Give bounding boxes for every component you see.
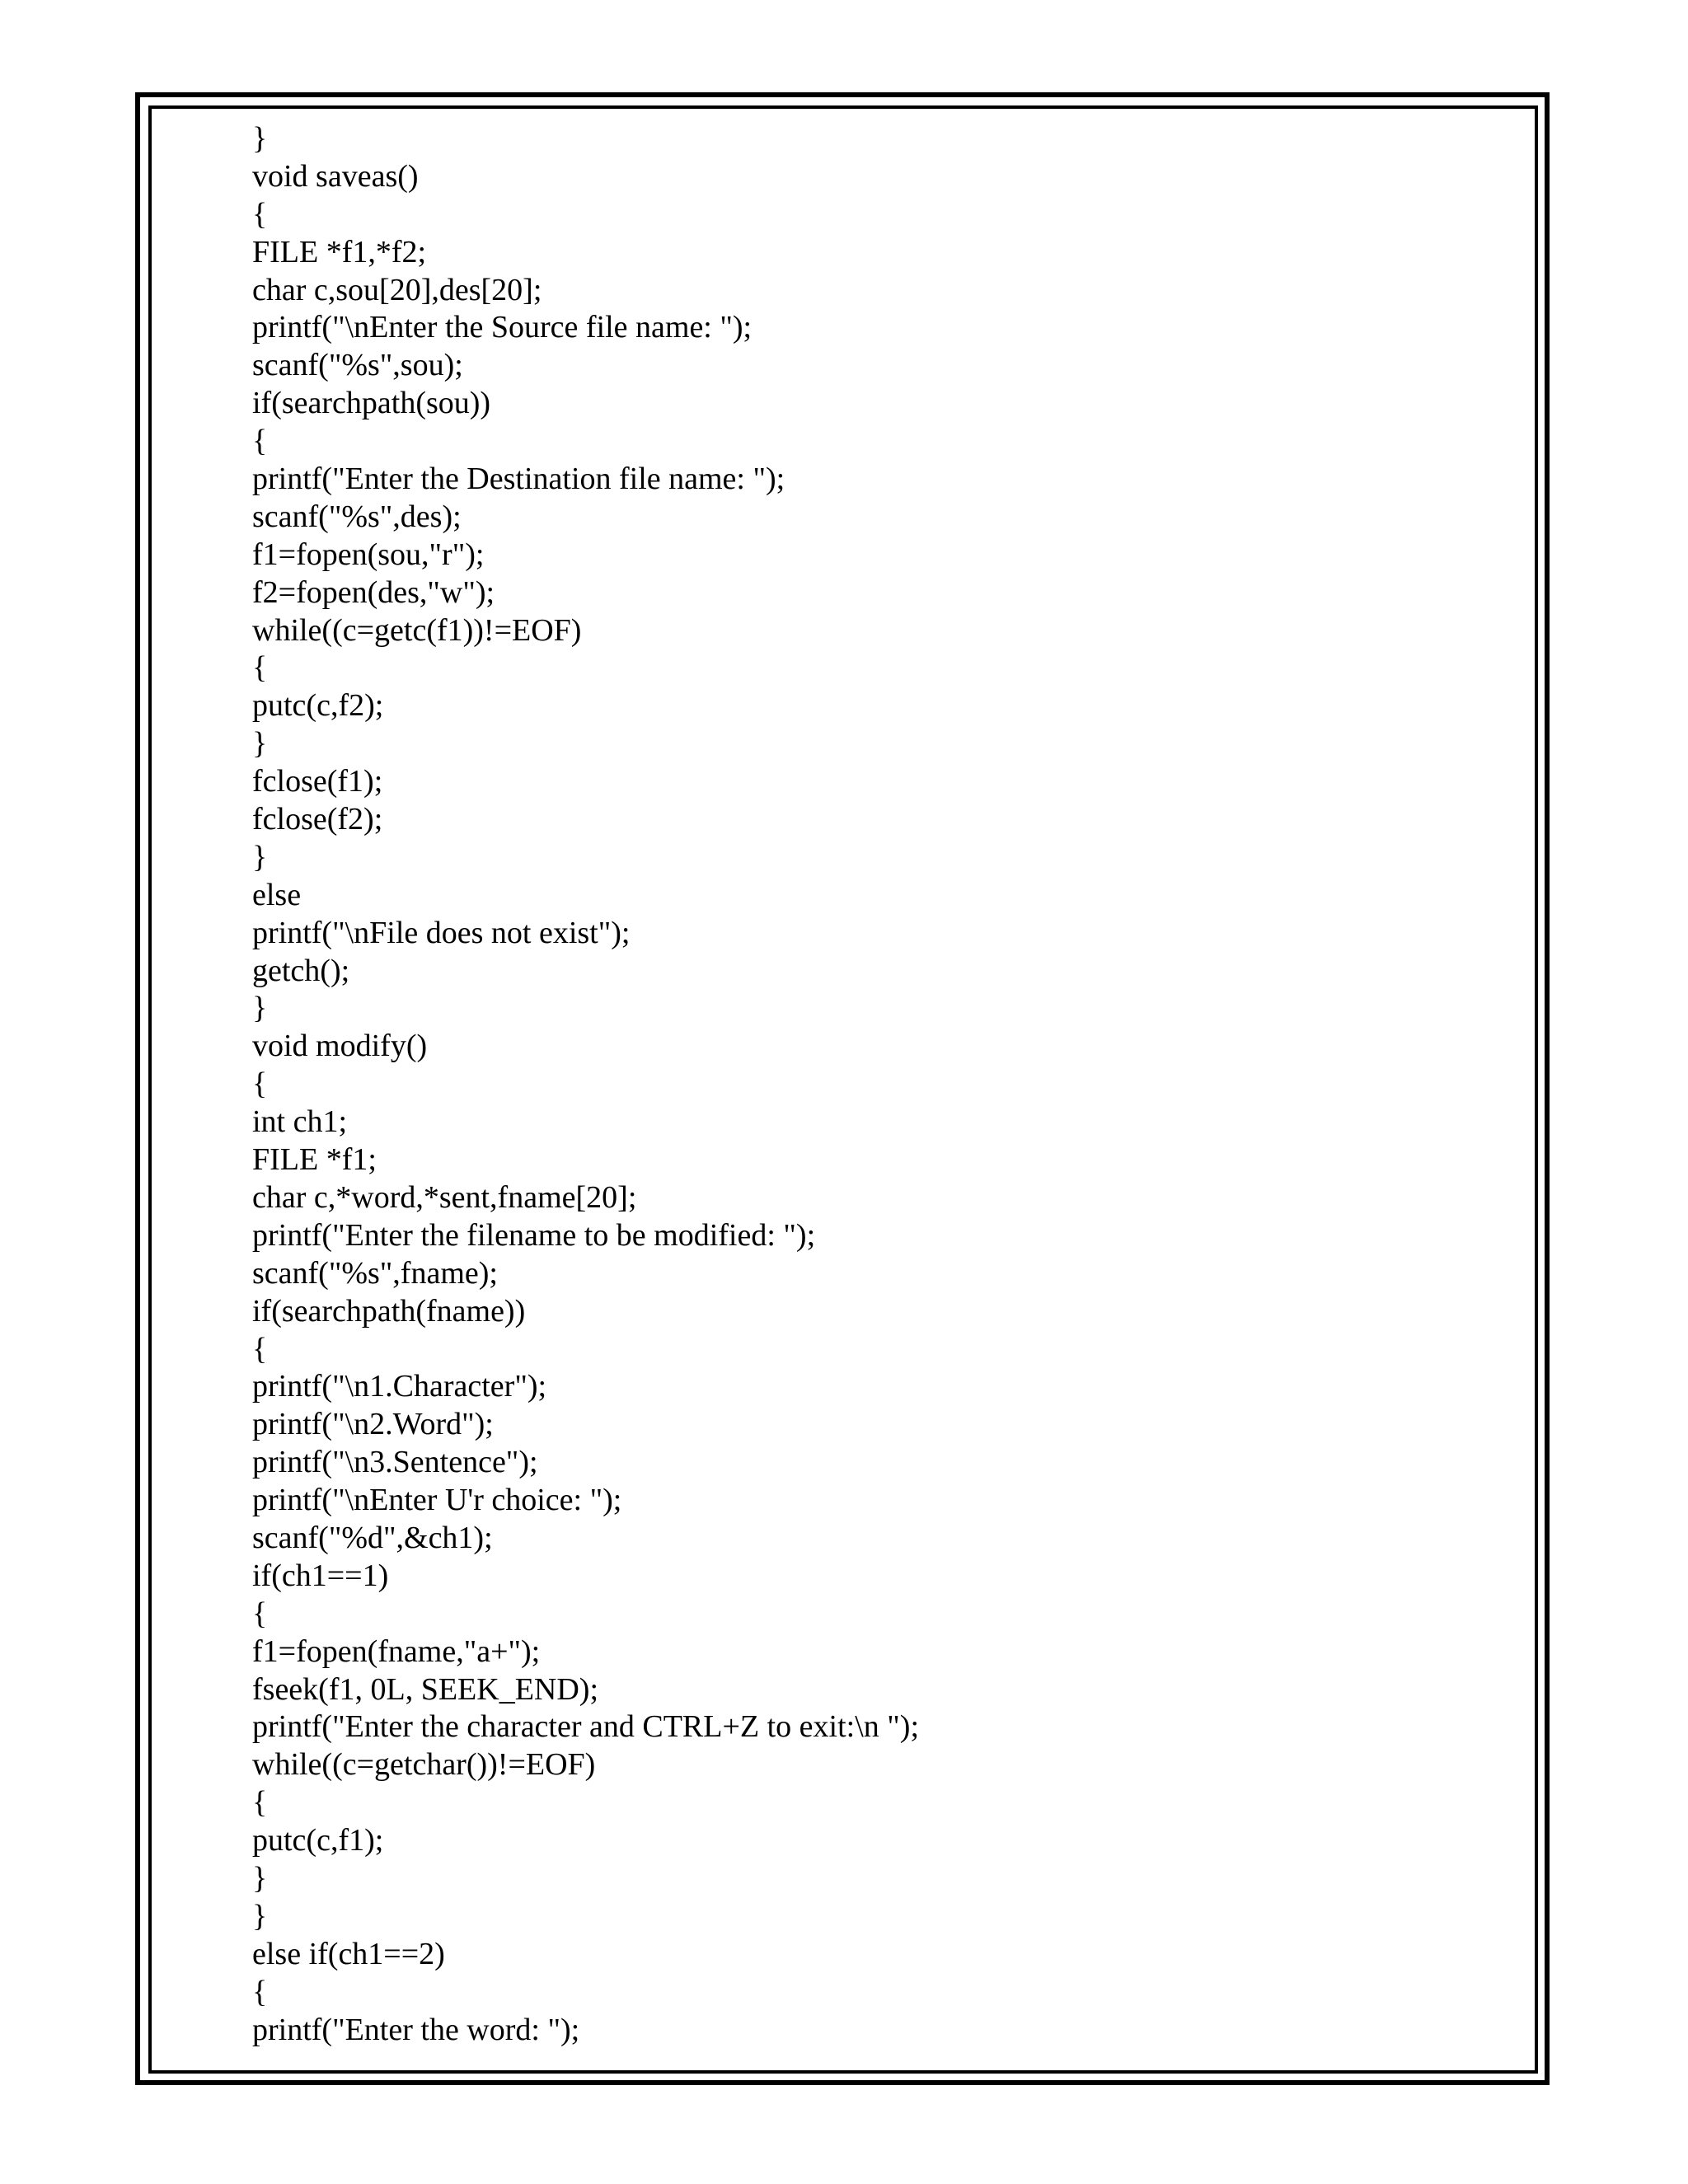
code-line: putc(c,f1); (252, 1823, 384, 1858)
code-line: f1=fopen(fname,"a+"); (252, 1633, 541, 1669)
code-line: { (252, 1596, 268, 1631)
code-line: printf("\n1.Character"); (252, 1369, 547, 1404)
code-line: scanf("%s",sou); (252, 348, 463, 383)
code-line: FILE *f1; (252, 1142, 377, 1178)
code-line: if(searchpath(fname)) (252, 1293, 526, 1329)
code-line: getch(); (252, 953, 350, 988)
code-line: printf("\nFile does not exist"); (252, 915, 631, 950)
code-line: } (252, 1860, 268, 1896)
code-line: { (252, 1331, 268, 1366)
code-line: } (252, 1898, 268, 1933)
code-line: } (252, 726, 268, 762)
code-line: putc(c,f2); (252, 688, 384, 724)
code-line: scanf("%s",fname); (252, 1255, 498, 1291)
code-line: scanf("%d",&ch1); (252, 1520, 493, 1555)
code-line: if(ch1==1) (252, 1558, 389, 1593)
code-listing (252, 120, 919, 2049)
code-line: scanf("%s",des); (252, 499, 462, 534)
code-line: printf("\nEnter U'r choice: "); (252, 1483, 622, 1518)
code-line: { (252, 1974, 268, 2009)
code-line: { (252, 424, 268, 459)
code-line: while((c=getchar())!=EOF) (252, 1747, 596, 1783)
code-line: char c,sou[20],des[20]; (252, 272, 542, 307)
code-line: printf("\nEnter the Source file name: "); (252, 310, 753, 345)
code-line: { (252, 196, 268, 232)
code-line: { (252, 1066, 268, 1102)
code-line: char c,*word,*sent,fname[20]; (252, 1179, 637, 1215)
code-line: printf("\n2.Word"); (252, 1407, 494, 1442)
code-line: int ch1; (252, 1104, 348, 1140)
code-line: else (252, 877, 302, 912)
code-line: void modify() (252, 1029, 428, 1064)
code-line: f2=fopen(des,"w"); (252, 574, 495, 610)
code-line: printf("Enter the word: "); (252, 2012, 580, 2047)
code-line: fclose(f1); (252, 764, 383, 799)
code-line: printf("Enter the Destination file name: "); (252, 462, 785, 497)
code-line: f1=fopen(sou,"r"); (252, 537, 485, 572)
code-line: } (252, 991, 268, 1026)
code-line: { (252, 650, 268, 686)
code-line: printf("Enter the character and CTRL+Z to exit:\n "); (252, 1709, 920, 1745)
code-line: FILE *f1,*f2; (252, 234, 427, 269)
code-line: else if(ch1==2) (252, 1936, 445, 1971)
code-line: } (252, 121, 268, 156)
code-line: } (252, 839, 268, 874)
code-line: fseek(f1, 0L, SEEK_END); (252, 1671, 599, 1707)
code-line: void saveas() (252, 158, 419, 194)
code-line: if(searchpath(sou)) (252, 386, 491, 421)
code-line: printf("Enter the filename to be modified: "); (252, 1217, 816, 1253)
code-line: printf("\n3.Sentence"); (252, 1445, 538, 1480)
code-line: fclose(f2); (252, 802, 383, 837)
code-line: { (252, 1785, 268, 1821)
code-line: while((c=getc(f1))!=EOF) (252, 612, 582, 648)
